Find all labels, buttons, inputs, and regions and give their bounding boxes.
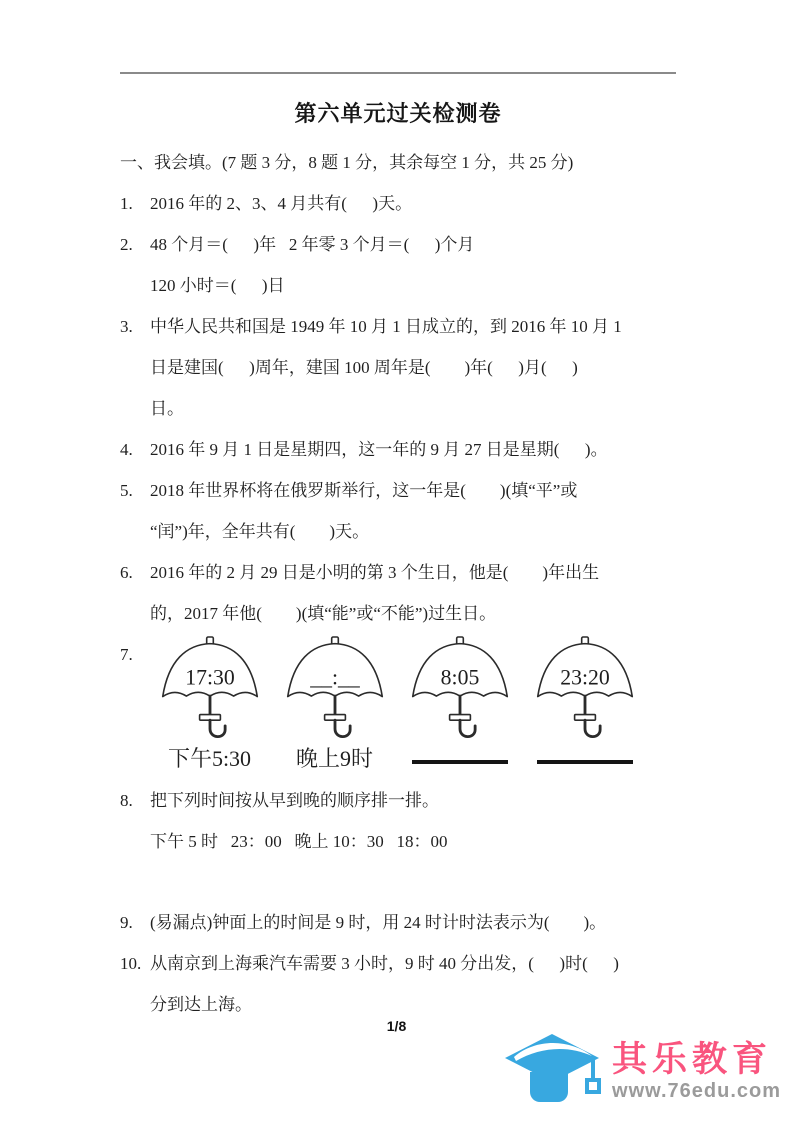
question-number: 4. [120,440,133,459]
question-line: 2016 年的 2 月 29 日是小明的第 3 个生日，他是( )年出生 [150,563,600,582]
question-4 [120,429,700,470]
answer-blank-line [537,760,633,764]
question-8 [120,780,700,862]
question-line: 2018 年世界杯将在俄罗斯举行，这一年是( )(填“平”或 [150,481,578,500]
question-1 [120,183,700,224]
question-number: 1. [120,194,133,213]
brand-name: 其乐教育 [612,1040,773,1079]
question-7 [120,634,700,780]
question-number: 3. [120,317,133,336]
page-title: 第六单元过关检测卷 [294,101,502,126]
question-2 [120,224,700,306]
section-heading: 一、我会填。(7 题 3 分，8 题 1 分，其余每空 1 分，共 25 分) [120,153,574,172]
umbrella-time-blank: __:__ [309,665,360,690]
umbrella-row [150,636,700,774]
question-line: 把下列时间按从早到晚的顺序排一排。 [150,791,439,810]
graduation-cap-icon [502,1032,602,1112]
question-number: 9. [120,913,133,932]
question-number: 2. [120,235,133,254]
page-number: 1/8 [386,1018,407,1034]
umbrella-label: 晚上9时 [295,746,373,771]
umbrella-item [525,636,644,774]
question-line: 48 个月＝( )年 2 年零 3 个月＝( )个月 [150,235,475,254]
question-10 [120,943,700,1025]
question-line: (易漏点)钟面上的时间是 9 时，用 24 时计时法表示为( )。 [150,913,607,932]
question-line: “闰”)年，全年共有( )天。 [150,522,370,541]
answer-blank-line [412,760,508,764]
question-line: 120 小时＝( )日 [150,276,285,295]
question-number: 6. [120,563,133,582]
question-6 [120,552,700,634]
question-line: 日是建国( )周年，建国 100 周年是( )年( )月( ) [150,358,578,377]
question-area [120,142,700,1025]
question-number: 8. [120,791,133,810]
question-3 [120,306,700,429]
brand-url: www.76edu.com [612,1080,781,1102]
brand-text-block [612,1041,781,1103]
question-number: 5. [120,481,133,500]
umbrella-icon [158,636,262,742]
question-line: 从南京到上海乘汽车需要 3 小时，9 时 40 分出发，( )时( ) [150,954,619,973]
header-divider [120,72,676,74]
umbrella-time: 23:20 [559,665,610,690]
question-line: 2016 年 9 月 1 日是星期四，这一年的 9 月 27 日是星期( )。 [150,440,608,459]
umbrella-label: 下午5:30 [167,746,252,771]
umbrella-time: 17:30 [184,665,235,690]
umbrella-item [400,636,519,774]
umbrella-time: 8:05 [440,665,479,690]
question-line: 下午 5 时 23：00 晚上 10：30 18：00 [150,832,448,851]
question-line: 分到达上海。 [150,995,252,1014]
question-line: 的，2017 年他( )(填“能”或“不能”)过生日。 [150,604,497,623]
question-number: 10. [120,954,142,973]
question-line: 2016 年的 2、3、4 月共有( )天。 [150,194,413,213]
question-5 [120,470,700,552]
question-number: 7. [120,645,133,664]
umbrella-icon [408,636,512,742]
umbrella-item [275,636,394,774]
brand-logo [502,1032,781,1112]
umbrella-item [150,636,269,774]
question-line: 日。 [150,399,184,418]
umbrella-icon [283,636,387,742]
umbrella-icon [533,636,637,742]
question-9 [120,902,700,943]
question-line: 中华人民共和国是 1949 年 10 月 1 日成立的，到 2016 年 10 月 1 [150,317,622,336]
